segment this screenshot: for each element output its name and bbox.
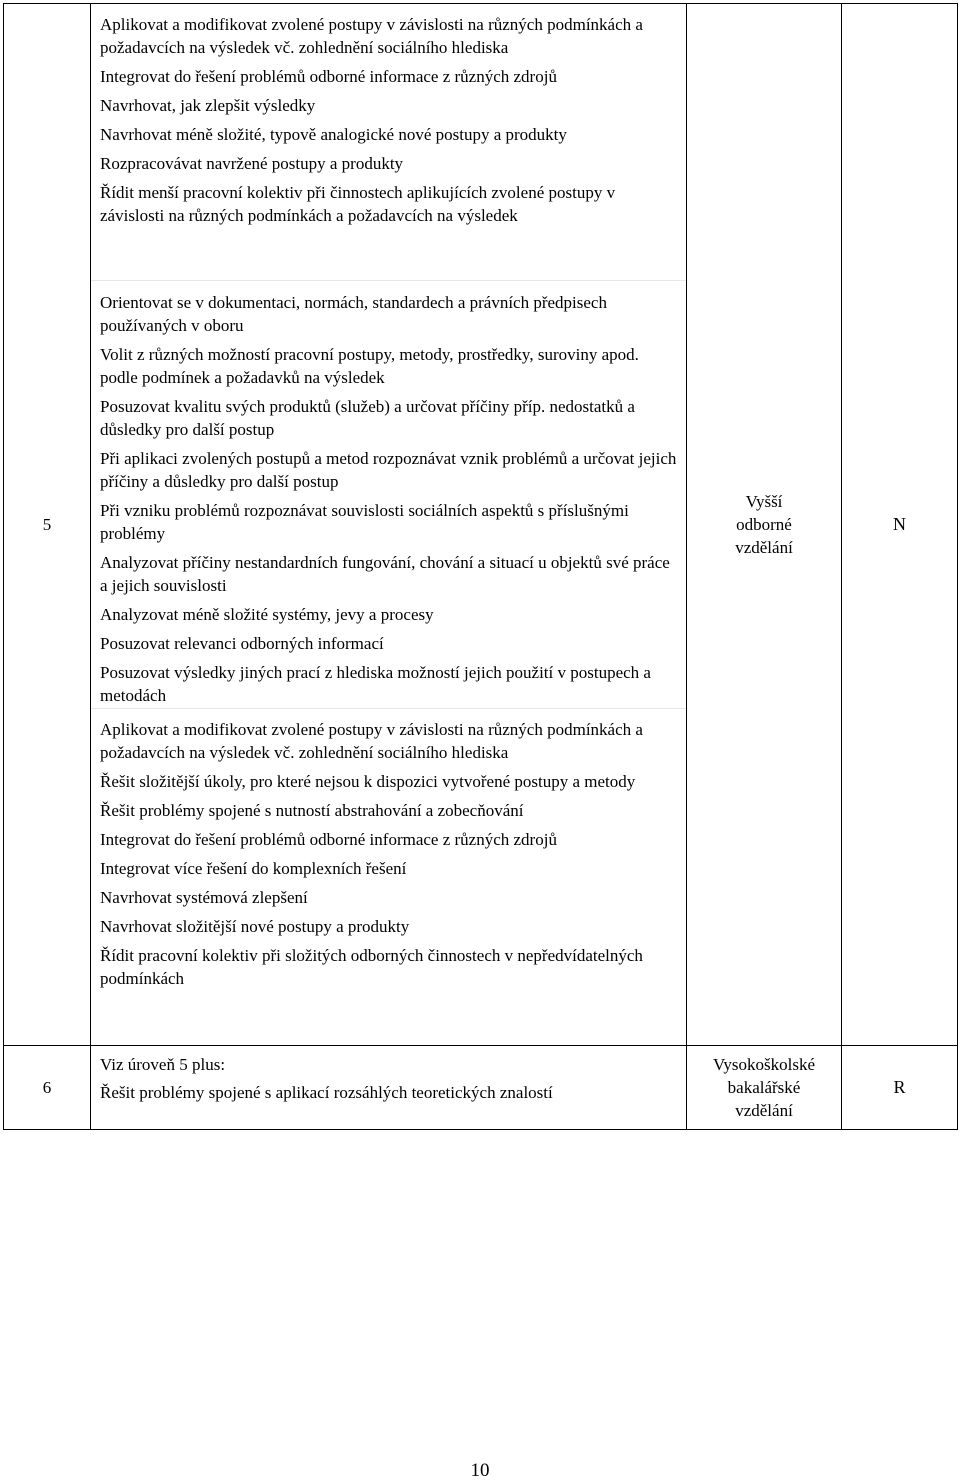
outcome-item: Navrhovat, jak zlepšit výsledky [100,96,316,115]
outcome-item: Orientovat se v dokumentaci, normách, standardech a právních předpisech používaných v oboru [100,293,607,335]
outcome-item: Při aplikaci zvolených postupů a metod rozpoznávat vznik problémů a určovat jejich příčiny a důsledky pro další postup [100,449,677,491]
level-cell [4,4,91,1046]
level-cell [4,1046,91,1130]
level-number: 6 [42,1077,52,1097]
qualification-levels-table [3,3,958,1130]
table-row-level-6 [4,1046,958,1130]
outcome-item: Viz úroveň 5 plus: [100,1055,226,1074]
outcome-item: Aplikovat a modifikovat zvolené postupy v závislosti na různých podmínkách a požadavcích na výsledek vč. zohlednění sociálního hlediska [100,720,643,762]
outcome-item: Navrhovat systémová zlepšení [100,888,308,907]
qualification-code: R [893,1077,906,1097]
code-cell [842,1046,958,1130]
education-cell [687,1046,842,1130]
outcome-item: Aplikovat a modifikovat zvolené postupy v závislosti na různých podmínkách a požadavcích na výsledek vč. zohlednění sociálního hlediska [100,15,643,57]
outcome-item: Řešit problémy spojené s aplikací rozsáhlých teoretických znalostí [100,1083,553,1102]
outcome-item: Navrhovat složitější nové postupy a produkty [100,917,410,936]
outcome-item: Analyzovat méně složité systémy, jevy a procesy [100,605,434,624]
outcome-item: Integrovat více řešení do komplexních řešení [100,859,407,878]
outcome-item: Volit z různých možností pracovní postupy, metody, prostředky, suroviny apod. podle podmínek a požadavků na výsledek [100,345,639,387]
outcomes-block [91,4,686,280]
outcome-item: Posuzovat kvalitu svých produktů (služeb) a určovat příčiny příp. nedostatků a důsledky pro další postup [100,397,635,439]
outcomes-block [91,280,686,708]
outcome-item: Řídit pracovní kolektiv při složitých odborných činnostech v nepředvídatelných podmínkách [100,946,643,988]
outcome-item: Rozpracovávat navržené postupy a produkty [100,154,404,173]
outcome-item: Integrovat do řešení problémů odborné informace z různých zdrojů [100,830,557,849]
code-cell [842,4,958,1046]
outcome-item: Řídit menší pracovní kolektiv při činnostech aplikujících zvolené postupy v závislosti na různých podmínkách a požadavcích na výsledek [100,183,616,225]
level-number: 5 [42,514,52,534]
outcome-item: Při vzniku problémů rozpoznávat souvislosti sociálních aspektů s příslušnými problémy [100,501,629,543]
outcome-item: Posuzovat výsledky jiných prací z hlediska možností jejich použití v postupech a metodách [100,663,651,705]
learning-outcomes-cell [91,1046,687,1130]
outcome-item: Navrhovat méně složité, typově analogické nové postupy a produkty [100,125,567,144]
outcome-item: Posuzovat relevanci odborných informací [100,634,384,653]
outcome-item: Řešit problémy spojené s nutností abstrahování a zobecňování [100,801,524,820]
education-label: Vyšší odborné vzdělání [735,492,793,557]
learning-outcomes-cell [91,4,687,1046]
page-number: 10 [470,1460,490,1481]
outcome-item: Řešit složitější úkoly, pro které nejsou k dispozici vytvořené postupy a metody [100,772,636,791]
outcome-item: Analyzovat příčiny nestandardních fungování, chování a situací u objektů své práce a jejich souvislosti [100,553,670,595]
qualification-code: N [893,514,906,534]
education-cell [687,4,842,1046]
outcomes-block [91,1046,686,1104]
table-row-level-5 [4,4,958,1046]
education-label: Vysokoškolské bakalářské vzdělání [712,1055,815,1120]
outcome-item: Integrovat do řešení problémů odborné informace z různých zdrojů [100,67,557,86]
outcomes-block [91,708,686,1042]
